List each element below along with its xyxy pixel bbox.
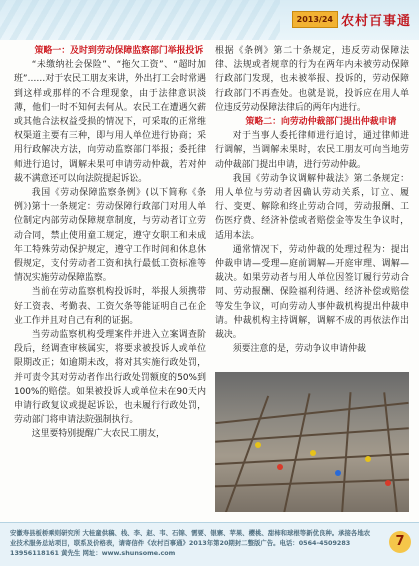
construction-site-photo <box>215 372 409 512</box>
strategy-two-heading: 策略二：向劳动仲裁部门提出仲裁申请 <box>245 117 397 128</box>
header-decoration <box>0 0 280 40</box>
right-column <box>215 44 409 356</box>
right-paragraph-3: 我国《劳动争议调解仲裁法》第二条规定：用人单位与劳动者因确认劳动关系，订立、履行、变更、解除和终止劳动合同，劳动报酬、工伤医疗费、经济补偿或者赔偿金等发生争议时，适用本法。 <box>215 173 409 241</box>
left-column <box>14 44 206 442</box>
right-paragraph-4: 通常情况下，劳动仲裁的处理过程为：提出仲裁申请—受理—庭前调解—开庭审理、调解—裁决。如果劳动者与用人单位因签订履行劳动合同、劳动报酬、保险福利待遇、经济补偿或赔偿等发生争议，可向劳动人事仲裁机构提出仲裁申请。仲裁机构主持调解，调解不成的再依法作出裁决。 <box>215 244 409 341</box>
footer-ad-strip <box>0 522 419 566</box>
header-band <box>0 0 419 40</box>
page-number: 7 <box>389 531 411 553</box>
header-badge <box>292 8 411 30</box>
left-paragraph-1: “未缴纳社会保险”、“拖欠工资”、“超时加班”……对于农民工朋友来讲，外出打工会时常遇到这样或那样的不合理现象，由于法律意识淡薄，他们一时不知何去何从。农民工在遭遇欠薪或其他合法权益受损的情况下，可采取的正常维权渠道主要有三种，即与用人单位进行协商；采用行政解决方法，向劳动监察部门举报；委托律师进行追讨，调解未果可申请劳动仲裁，若对仲裁不满意还可以向法院提起诉讼。 <box>14 60 206 184</box>
right-paragraph-1: 根据《条例》第二十条规定，违反劳动保障法律、法规或者规章的行为在两年内未被劳动保障行政部门发现，也未被举报、投诉的，劳动保障行政部门不再查处。也就是说，投诉应在用人单位违反劳动保障法律后的两年内进行。 <box>215 46 409 113</box>
right-paragraph-2: 对于当事人委托律师进行追讨，通过律师进行调解，当调解未果时，农民工朋友可向当地劳动仲裁部门提出申请，进行劳动仲裁。 <box>215 131 409 170</box>
magazine-title: 农村百事通 <box>340 13 411 29</box>
left-paragraph-3: 当前在劳动监察机构投诉时，举报人须携带好工资表、考勤表、工资欠条等能证明自己在企业工作并且对自己有利的证据。 <box>14 287 206 326</box>
issue-label: 2013/24 <box>292 11 338 28</box>
strategy-one-heading: 策略一：及时到劳动保障监察部门举报投诉 <box>34 46 204 56</box>
footer-ad-text: 安徽寿县板桥乘则研究所 大桂童供稿、栈、李、赵、韦、石锦、需要、银寨、苹果、樱桃、甜柿和球根等新优良种。承接各地农业技术服务总站项目，联系及价格表，请寄信件《农村百事通》2013年第20期封二整版广告。电话：0564-4509283 13956118161 黄先生 网址：www.shunsome.com <box>10 529 371 557</box>
left-paragraph-5: 这里要特别提醒广大农民工朋友， <box>31 429 165 440</box>
right-paragraph-5: 须要注意的是，劳动争议申请仲裁 <box>232 344 366 355</box>
left-paragraph-2: 我国《劳动保障监察条例》(以下简称《条例》)第十一条规定：劳动保障行政部门对用人单位制定内部劳动保障规章制度，与劳动者订立劳动合同，禁止使用童工规定，遵守女职工和未成年工特殊劳动保护规定，遵守工作时间和休息休假规定，支付劳动者工资和执行最低工资标准等情况实施劳动保障监察。 <box>14 188 206 284</box>
left-paragraph-4: 当劳动监察机构受理案件并进入立案调查阶段后，经调查审核属实，将要求被投诉人或单位限期改正；如逾期未改，将对其实施行政处罚，并可责令其对劳动者作出行政处罚额度的50%到100%的赔偿。如果被投诉人或单位未在90天内申请行政复议或提起诉讼，也未履行行政处罚，劳动部门将申请法院强制执行。 <box>14 330 206 426</box>
